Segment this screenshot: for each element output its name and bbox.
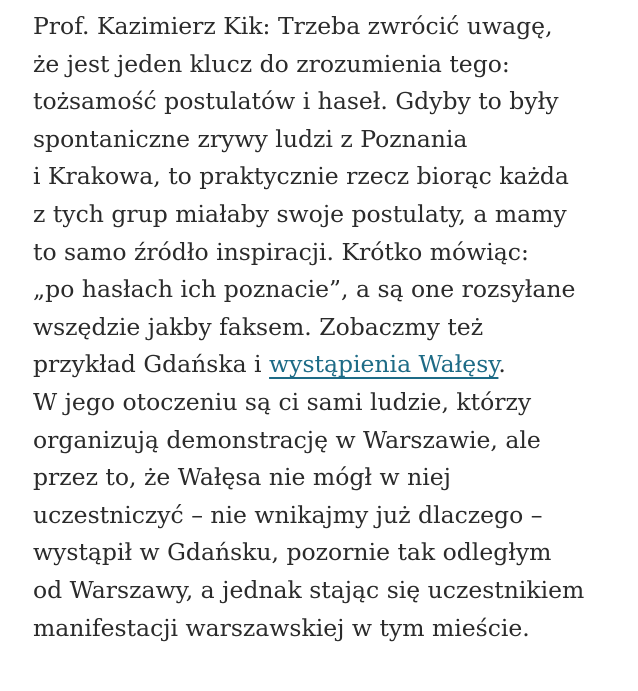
paragraph-line: że jest jeden klucz do zrozumienia tego: [33, 49, 510, 78]
line-text-before-link: przykład Gdańska i [33, 350, 270, 379]
paragraph-line: W jego otoczeniu są ci sami ludzie, którzy [33, 387, 532, 416]
paragraph-line: od Warszawy, a jednak stając się uczestnikiem [33, 575, 585, 604]
paragraph-line: spontaniczne zrywy ludzi z Poznania [33, 124, 468, 153]
article-paragraph [33, 8, 633, 647]
line-text-after-link: . [498, 350, 506, 379]
paragraph-line: z tych grup miałaby swoje postulaty, a mamy [33, 199, 567, 228]
paragraph-line: organizują demonstrację w Warszawie, ale [33, 425, 541, 454]
paragraph-line: manifestacji warszawskiej w tym mieście. [33, 613, 530, 642]
walesa-speech-link[interactable]: wystąpienia Wałęsy [269, 350, 499, 379]
paragraph-line: wszędzie jakby faksem. Zobaczmy też [33, 312, 484, 341]
paragraph-line-with-link [33, 346, 633, 384]
paragraph-line: wystąpił w Gdańsku, pozornie tak odległym [33, 538, 552, 567]
paragraph-line: przez to, że Wałęsa nie mógł w niej [33, 463, 451, 492]
paragraph-line: to samo źródło inspiracji. Krótko mówiąc: [33, 237, 529, 266]
paragraph-line: tożsamość postulatów i haseł. Gdyby to były [33, 87, 559, 116]
paragraph-line: „po hasłach ich poznacie”, a są one rozsyłane [33, 275, 576, 304]
paragraph-line: Prof. Kazimierz Kik: Trzeba zwrócić uwagę, [33, 12, 553, 40]
paragraph-line: uczestniczyć – nie wnikajmy już dlaczego – [33, 500, 543, 529]
paragraph-line: i Krakowa, to praktycznie rzecz biorąc każda [33, 162, 569, 191]
